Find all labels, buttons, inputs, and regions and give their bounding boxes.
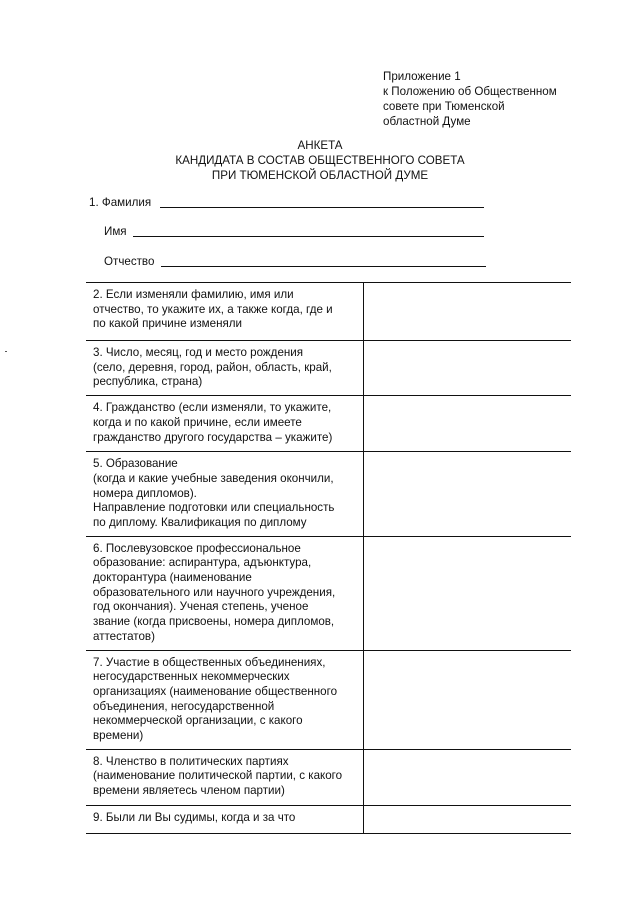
question-text-line: образование: аспирантура, адъюнктура, bbox=[93, 556, 312, 570]
appendix-line: к Положению об Общественном bbox=[383, 85, 557, 98]
surname-label: 1. Фамилия bbox=[89, 196, 152, 209]
question-text-line: (когда и какие учебные заведения окончили, bbox=[93, 471, 334, 485]
question-text-line: 8. Членство в политических партиях bbox=[93, 754, 289, 768]
answer-cell[interactable] bbox=[364, 283, 572, 341]
question-text-line: (село, деревня, город, район, область, край, bbox=[93, 360, 332, 374]
form-title bbox=[0, 138, 640, 183]
name-label: Имя bbox=[104, 225, 127, 238]
question-text-line: объединения, негосударственной bbox=[93, 699, 275, 713]
question-text-line: докторантура (наименование bbox=[93, 571, 252, 585]
question-text-line: отчество, то укажите их, а также когда, где и bbox=[93, 302, 333, 316]
answer-cell[interactable] bbox=[364, 805, 572, 833]
question-text-line: Направление подготовки или специальность bbox=[93, 501, 335, 515]
question-text-line: когда и по какой причине, если имеете bbox=[93, 415, 302, 429]
questionnaire-table bbox=[86, 282, 571, 834]
question-text-line: номера дипломов). bbox=[93, 486, 197, 500]
question-row bbox=[86, 452, 571, 537]
question-text-line: 4. Гражданство (если изменяли, то укажите, bbox=[93, 401, 332, 415]
question-text-line: гражданство другого государства – укажите) bbox=[93, 430, 333, 444]
title-line: КАНДИДАТА В СОСТАВ ОБЩЕСТВЕННОГО СОВЕТА bbox=[175, 154, 465, 167]
question-text-line: 9. Были ли Вы судимы, когда и за что bbox=[93, 810, 296, 824]
question-text-line: 6. Послевузовское профессиональное bbox=[93, 541, 301, 555]
answer-cell[interactable] bbox=[364, 396, 572, 452]
answer-cell[interactable] bbox=[364, 650, 572, 749]
question-label bbox=[86, 283, 364, 341]
question-text-line: год окончания). Ученая степень, ученое bbox=[93, 600, 309, 614]
patronymic-label: Отчество bbox=[104, 255, 155, 268]
question-label bbox=[86, 749, 364, 805]
answer-cell[interactable] bbox=[364, 452, 572, 537]
answer-cell[interactable] bbox=[364, 536, 572, 650]
appendix-line: областной Думе bbox=[383, 115, 471, 128]
question-row bbox=[86, 283, 571, 341]
question-row bbox=[86, 341, 571, 396]
question-row bbox=[86, 749, 571, 805]
title-line: ПРИ ТЮМЕНСКОЙ ОБЛАСТНОЙ ДУМЕ bbox=[211, 169, 429, 182]
answer-cell[interactable] bbox=[364, 341, 572, 396]
question-text-line: по диплому. Квалификация по диплому bbox=[93, 515, 307, 529]
question-label bbox=[86, 805, 364, 833]
question-text-line: образовательного или научного учреждения, bbox=[93, 585, 336, 599]
question-row bbox=[86, 805, 571, 833]
question-text-line: 3. Число, месяц, год и место рождения bbox=[93, 346, 304, 359]
question-row bbox=[86, 536, 571, 650]
question-label bbox=[86, 452, 364, 537]
question-row bbox=[86, 650, 571, 749]
patronymic-field-line[interactable] bbox=[161, 266, 486, 267]
question-text-line: 5. Образование bbox=[93, 457, 178, 471]
question-label bbox=[86, 341, 364, 396]
appendix-line: совете при Тюменской bbox=[383, 100, 505, 113]
question-text-line: организациях (наименование общественного bbox=[93, 684, 338, 698]
question-text-line: времени являетесь членом партии) bbox=[93, 784, 285, 798]
question-text-line: аттестатов) bbox=[93, 629, 155, 643]
question-label bbox=[86, 536, 364, 650]
question-text-line: времени) bbox=[93, 729, 144, 743]
question-text-line: по какой причине изменяли bbox=[93, 317, 242, 331]
name-field-line[interactable] bbox=[133, 236, 484, 237]
appendix-line: Приложение 1 bbox=[383, 70, 461, 83]
question-text-line: звание (когда присвоены, номера дипломов, bbox=[93, 615, 335, 629]
appendix-note bbox=[383, 69, 583, 129]
question-label bbox=[86, 396, 364, 452]
question-text-line: (наименование политической партии, с какого bbox=[93, 769, 343, 783]
scan-mark bbox=[5, 351, 7, 352]
question-text-line: 7. Участие в общественных объединениях, bbox=[93, 655, 326, 669]
question-text-line: некоммерческой организации, с какого bbox=[93, 714, 303, 728]
question-row bbox=[86, 396, 571, 452]
question-text-line: 2. Если изменяли фамилию, имя или bbox=[93, 288, 294, 301]
question-label bbox=[86, 650, 364, 749]
answer-cell[interactable] bbox=[364, 749, 572, 805]
surname-field-line[interactable] bbox=[160, 207, 484, 208]
question-text-line: республика, страна) bbox=[93, 375, 203, 389]
question-text-line: негосударственных некоммерческих bbox=[93, 670, 290, 684]
title-line: АНКЕТА bbox=[297, 139, 343, 152]
